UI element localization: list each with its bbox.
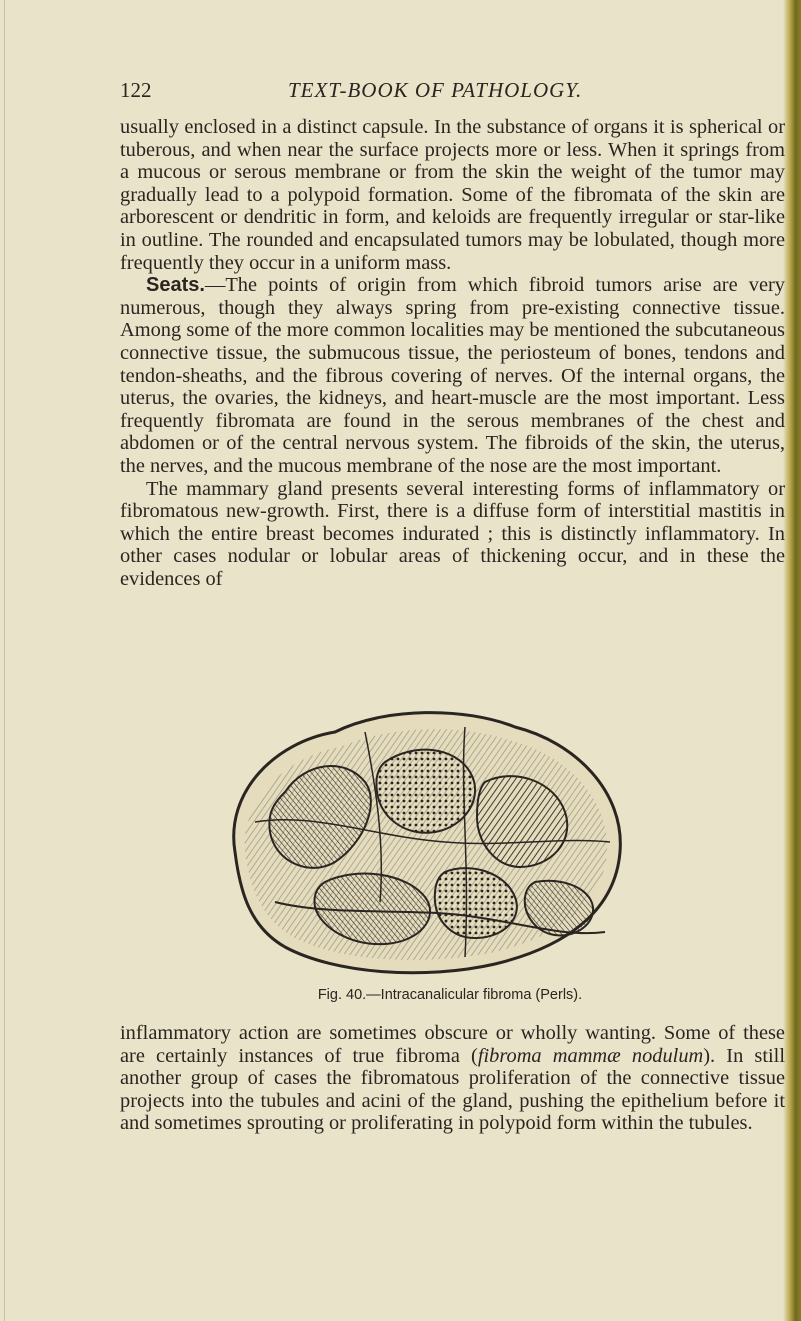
main-text-bottom (120, 1022, 785, 1135)
main-text-top (120, 116, 785, 590)
italic-term-fibroma-mammae: fibroma mammæ nodulum (477, 1044, 704, 1067)
page-left-edge (4, 0, 5, 1321)
paragraph-inflammatory-text-b: ). In still another group of cases the fibromatous proliferation of the connective tissue projects into the tubules and acini of the gland, pushing the epithelium before it and sometimes sprouting or proliferating in polypoid form within the tubules. (120, 1044, 785, 1135)
paragraph-capsule: usually enclosed in a distinct capsule. In the substance of organs it is spherical or tuberous, and when near the surface projects more or less. When it springs from a mucous or serous membrane or from the skin the weight of the tumor may gradually lead to a polypoid formation. Some of the fibromata of the skin are arborescent or dendritic in form, and keloids are frequently irregular or star-like in outline. The rounded and encapsulated tumors may be lobulated, though more frequently they occur in a uniform mass. (120, 116, 785, 274)
paragraph-mammary: The mammary gland presents several interesting forms of inflammatory or fibromatous new-growth. First, there is a diffuse form of interstitial mastitis in which the entire breast becomes indurated ; this is distinctly inflammatory. In other cases nodular or lobular areas of thickening occur, and in these the evidences of (120, 477, 785, 590)
running-head: TEXT-BOOK OF PATHOLOGY. (288, 78, 583, 102)
figure-caption: Fig. 40.—Intracanalicular fibroma (Perls). (317, 987, 583, 1003)
page-header (120, 78, 780, 108)
paragraph-inflammatory (120, 1022, 785, 1135)
figure-intracanalicular-fibroma (215, 702, 635, 982)
fibroma-illustration (215, 702, 635, 982)
paragraph-seats-text: —The points of origin from which fibroid tumors arise are very numerous, though they always spring from pre-existing connective tissue. Among some of the more common localities may be mentioned the subcutaneous connective tissue, the submucous tissue, the periosteum of bones, tendons and tendon-sheaths, and the fibrous covering of nerves. Of the internal organs, the uterus, the ovaries, the kidneys, and heart-muscle are the most important. Less frequently fibromata are found in the serous membranes of the chest and abdomen or of the central nervous system. The fibroids of the skin, the uterus, the nerves, and the mucous membrane of the nose are the most important. (120, 274, 785, 477)
section-heading-seats: Seats. (146, 274, 205, 297)
paragraph-inflammatory-text-a: inflammatory action are sometimes obscure or wholly wanting. Some of these are certainly instances of true fibroma ( (120, 1022, 785, 1067)
page-number: 122 (120, 78, 152, 102)
paragraph-seats (120, 274, 785, 477)
book-page-edge (783, 0, 801, 1321)
